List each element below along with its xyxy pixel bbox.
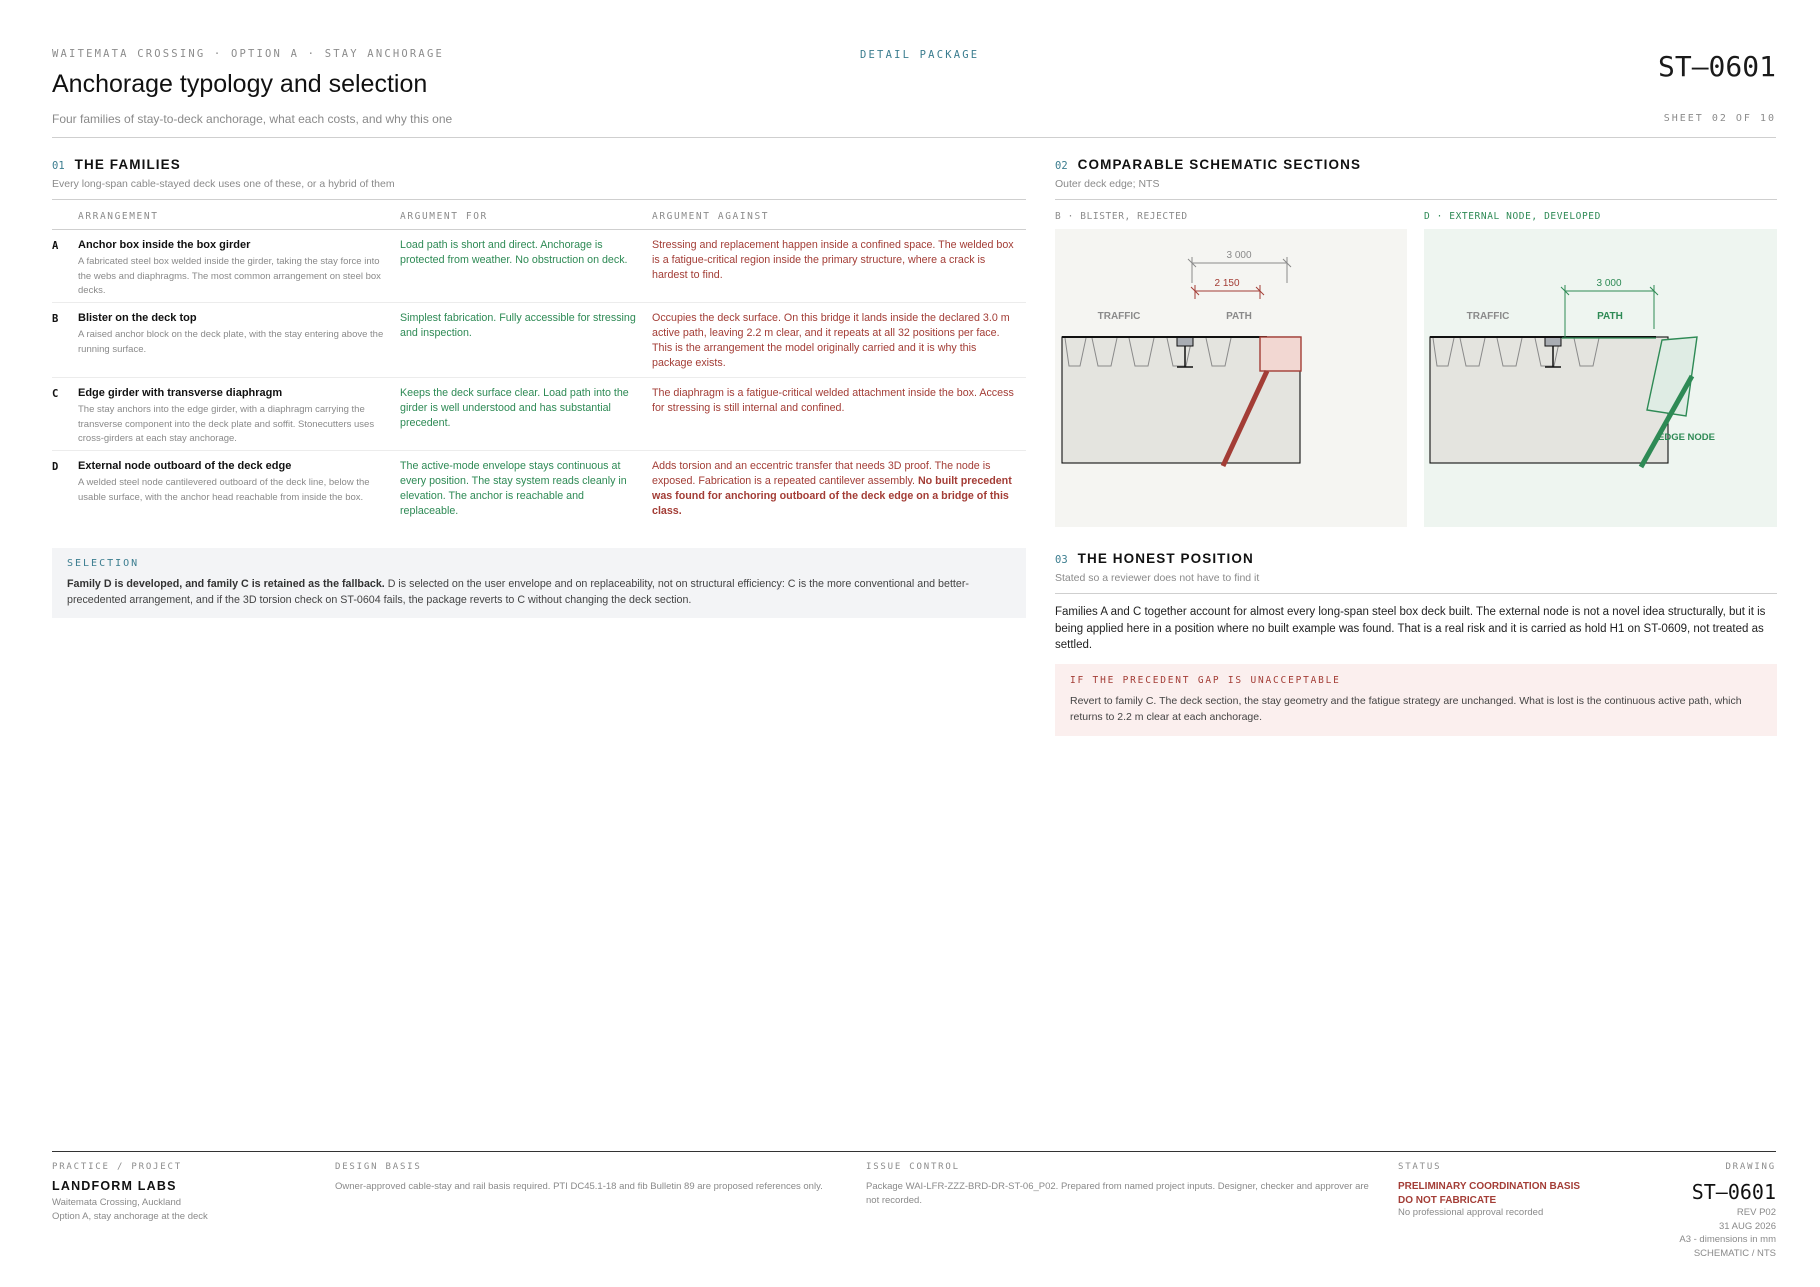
- family-name: Edge girder with transverse diaphragm: [78, 387, 283, 399]
- status-badge: PRELIMINARY COORDINATION BASIS DO NOT FABRICATE: [1398, 1181, 1581, 1206]
- precedent-warning-box: [1055, 664, 1777, 736]
- sheet-number: ST–0601: [1657, 50, 1776, 83]
- family-description: A raised anchor block on the deck plate, with the stay entering above the running surface.: [78, 329, 384, 355]
- honest-heading: [1055, 551, 1254, 566]
- practice-name: LANDFORM LABS: [52, 1179, 177, 1193]
- blister-block: [1260, 337, 1301, 371]
- drawing-number: ST–0601: [1691, 1180, 1776, 1204]
- dim-outer-value: 3 000: [1226, 250, 1252, 261]
- family-description: A welded steel node cantilevered outboard of the deck line, below the usable surface, with the anchor head reachable from inside the box.: [78, 477, 370, 503]
- sections-subtitle: Outer deck edge; NTS: [1055, 178, 1160, 190]
- section-number: 02: [1055, 160, 1068, 172]
- barrier: [1177, 337, 1193, 346]
- footer-divider: [52, 1151, 1776, 1152]
- status-note: No professional approval recorded: [1398, 1207, 1544, 1218]
- argument-for: Keeps the deck surface clear. Load path into the girder is well understood and has substantial precedent.: [400, 387, 629, 429]
- dim-inner-value: 2 150: [1214, 278, 1240, 289]
- page-subtitle: Four families of stay-to-deck anchorage, what each costs, and why this one: [52, 112, 453, 126]
- project-line-2: Option A, stay anchorage at the deck: [52, 1211, 208, 1222]
- family-name: Anchor box inside the box girder: [78, 239, 251, 251]
- page-title: Anchorage typology and selection: [52, 70, 428, 98]
- families-subtitle: Every long-span cable-stayed deck uses one of these, or a hybrid of them: [52, 178, 395, 190]
- schematic-blister: [1055, 229, 1407, 527]
- section-title: THE FAMILIES: [74, 157, 181, 172]
- argument-against: Stressing and replacement happen inside a confined space. The welded box is a fatigue-critical region inside the primary structure, where a crack is hardest to find.: [652, 239, 1014, 281]
- argument-against: Adds torsion and an eccentric transfer that needs 3D proof. The node is exposed. Fabrication is a repeated cantilever assembly. No built precedent was found for anchoring outboard of the deck edge on a bridge of this class.: [652, 460, 1012, 517]
- sheet-format: A3 - dimensions in mm: [1679, 1234, 1776, 1245]
- argument-against: The diaphragm is a fatigue-critical welded attachment inside the box. Access for stressing is still internal and confined.: [652, 387, 1014, 414]
- table-row: [52, 230, 1026, 303]
- path-label: PATH: [1597, 311, 1623, 322]
- revision: REV P02: [1736, 1207, 1776, 1218]
- families-heading: [52, 157, 181, 172]
- section-number: 01: [52, 160, 65, 172]
- panel-d-label: D · EXTERNAL NODE, DEVELOPED: [1424, 211, 1601, 222]
- sections-divider: [1055, 199, 1777, 200]
- project-kicker: WAITEMATA CROSSING · OPTION A · STAY ANCHORAGE: [52, 48, 444, 60]
- family-letter: D: [52, 461, 59, 473]
- edge-node-label: EDGE NODE: [1658, 432, 1716, 443]
- sections-heading: [1055, 157, 1361, 172]
- argument-for: The active-mode envelope stays continuous at every position. The stay system reads cleanly in elevation. The anchor is reachable and replaceable.: [400, 460, 627, 517]
- honest-text: Families A and C together account for almost every long-span steel box deck built. The external node is not a novel idea structurally, but it is being applied here in a position where no built example was found. That is a real risk and it is carried as hold H1 on ST-0609, not treated as settled.: [1055, 606, 1766, 651]
- project-line-1: Waitemata Crossing, Auckland: [52, 1197, 182, 1208]
- column-header-arrangement: ARRANGEMENT: [78, 211, 159, 222]
- family-letter: B: [52, 313, 59, 325]
- family-letter: C: [52, 388, 59, 400]
- header-divider: [52, 137, 1776, 138]
- schematic-external-node: [1424, 229, 1777, 527]
- table-header: [52, 208, 1026, 230]
- design-basis-kicker: DESIGN BASIS: [335, 1162, 422, 1172]
- issue-control-text: Package WAI-LFR-ZZZ-BRD-DR-ST-06_P02. Prepared from named project inputs. Designer, checker and approver are not recorded.: [866, 1181, 1369, 1206]
- warning-text: Revert to family C. The deck section, the stay geometry and the fatigue strategy are unchanged. What is lost is the continuous active path, which returns to 2.2 m clear at each anchorage.: [1070, 695, 1742, 723]
- panel-b-label: B · BLISTER, REJECTED: [1055, 211, 1188, 222]
- deck-section: [1430, 337, 1668, 463]
- families-table: [52, 208, 1026, 529]
- drawing-scale: SCHEMATIC / NTS: [1693, 1247, 1776, 1259]
- argument-for: Simplest fabrication. Fully accessible for stressing and inspection.: [400, 312, 636, 339]
- family-name: External node outboard of the deck edge: [78, 460, 292, 472]
- issue-date: 31 AUG 2026: [1718, 1220, 1776, 1232]
- family-name: Blister on the deck top: [78, 312, 197, 324]
- table-row: [52, 451, 1026, 529]
- design-basis-text: Owner-approved cable-stay and rail basis required. PTI DC45.1-18 and fib Bulletin 89 are proposed references only.: [335, 1181, 823, 1192]
- traffic-label: TRAFFIC: [1097, 311, 1141, 322]
- family-description: The stay anchors into the edge girder, with a diaphragm carrying the transverse component into the deck plate and soffit. Stonecutters uses cross-girders at each stay anchorage.: [78, 404, 375, 444]
- status-kicker: STATUS: [1398, 1162, 1442, 1172]
- warning-kicker: IF THE PRECEDENT GAP IS UNACCEPTABLE: [1070, 675, 1341, 686]
- issue-control-kicker: ISSUE CONTROL: [866, 1162, 960, 1172]
- selection-text: Family D is developed, and family C is retained as the fallback. D is selected on the user envelope and on replaceability, not on structural efficiency: C is the more conventional and better-precedented arrangement, and if the 3D torsion check on ST-0604 fails, the package reverts to C without changing the deck section.: [67, 578, 969, 606]
- argument-for: Load path is short and direct. Anchorage is protected from weather. No obstruction on deck.: [400, 239, 628, 266]
- selection-kicker: SELECTION: [67, 558, 140, 569]
- column-header-against: ARGUMENT AGAINST: [652, 211, 770, 222]
- family-letter: A: [52, 240, 59, 252]
- selection-box: [52, 548, 1026, 618]
- families-divider: [52, 199, 1026, 200]
- barrier: [1545, 337, 1561, 346]
- argument-against: Occupies the deck surface. On this bridge it lands inside the declared 3.0 m active path, leaving 2.2 m clear, and it repeats at all 32 positions per face. This is the arrangement the model originally carried and it is why this package exists.: [652, 312, 1010, 369]
- path-label: PATH: [1226, 311, 1252, 322]
- section-title: COMPARABLE SCHEMATIC SECTIONS: [1077, 157, 1362, 172]
- table-row: [52, 378, 1026, 451]
- section-title: THE HONEST POSITION: [1077, 551, 1254, 566]
- table-row: [52, 303, 1026, 378]
- drawing-kicker: DRAWING: [1725, 1162, 1776, 1172]
- practice-kicker: PRACTICE / PROJECT: [52, 1162, 182, 1172]
- traffic-label: TRAFFIC: [1466, 311, 1510, 322]
- section-number: 03: [1055, 554, 1068, 566]
- drawing-meta: [1679, 1206, 1776, 1260]
- column-header-for: ARGUMENT FOR: [400, 211, 488, 222]
- package-label: DETAIL PACKAGE: [860, 49, 980, 61]
- sheet-of: SHEET 02 OF 10: [1663, 113, 1776, 124]
- honest-subtitle: Stated so a reviewer does not have to find it: [1055, 572, 1260, 584]
- dim-value: 3 000: [1596, 278, 1622, 289]
- family-description: A fabricated steel box welded inside the girder, taking the stay force into the webs and diaphragms. The most common arrangement on steel box decks.: [78, 256, 381, 296]
- honest-divider: [1055, 593, 1777, 594]
